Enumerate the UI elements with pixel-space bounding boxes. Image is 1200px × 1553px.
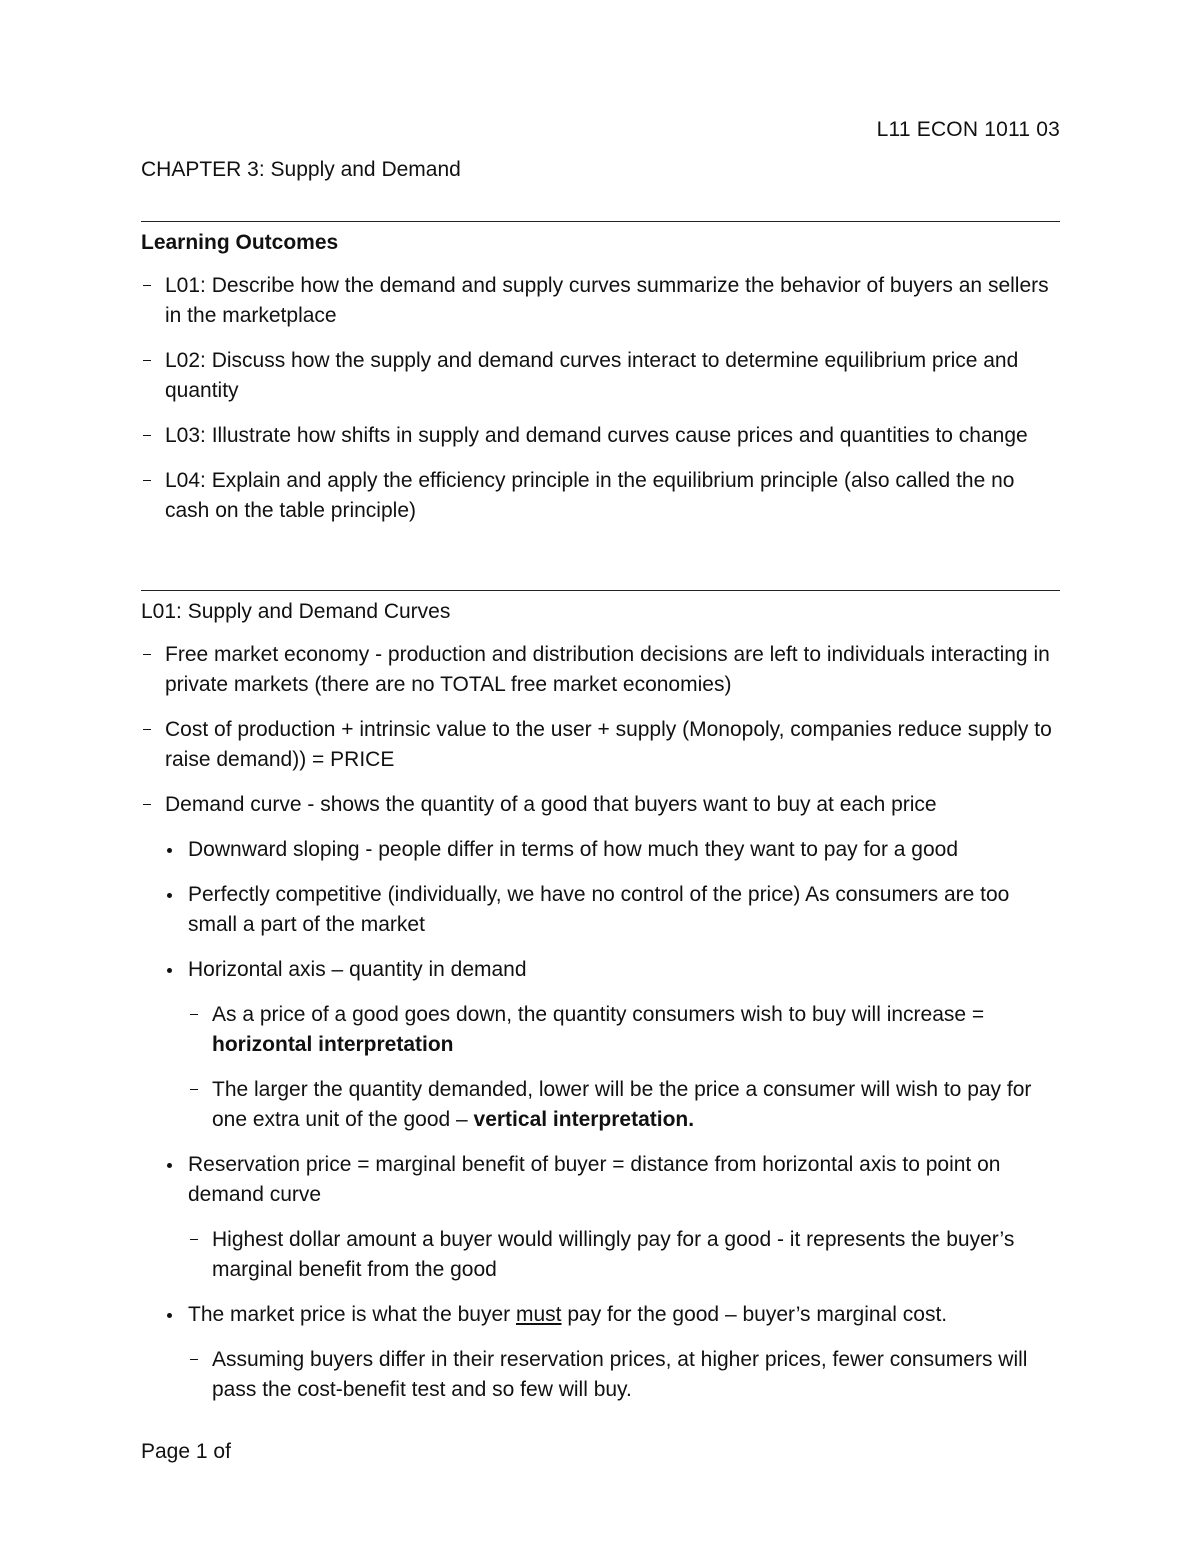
list-item (141, 640, 1061, 700)
section-heading: L01: Supply and Demand Curves (141, 600, 451, 623)
divider-middle (141, 590, 1060, 591)
supply-demand-section (141, 599, 1061, 1405)
market-price-text-end: pay for the good – buyer’s marginal cost. (561, 1303, 948, 1326)
outcome-l04-text: L04: Explain and apply the efficiency principle in the equilibrium principle (also called the no cash on the table principle) (165, 469, 1015, 522)
outcome-l01-text: L01: Describe how the demand and supply curves summarize the behavior of buyers an sellers in the marketplace (165, 274, 1049, 327)
learning-outcomes-heading: Learning Outcomes (141, 231, 339, 254)
list-item (141, 1225, 1061, 1285)
learning-outcomes-section (141, 230, 1061, 526)
list-item (141, 955, 1061, 985)
list-item (141, 880, 1061, 940)
list-item (141, 1300, 1061, 1330)
reservation-price-text: Reservation price = marginal benefit of buyer = distance from horizontal axis to point on demand curve (188, 1153, 1001, 1206)
outcome-l02-text: L02: Discuss how the supply and demand curves interact to determine equilibrium price and quantity (165, 349, 1019, 402)
list-item (141, 466, 1061, 526)
horizontal-interpretation-text: As a price of a good goes down, the quantity consumers wish to buy will increase = (212, 1003, 985, 1026)
horizontal-axis-text: Horizontal axis – quantity in demand (188, 958, 527, 981)
vertical-interpretation-bold: vertical interpretation. (473, 1108, 695, 1131)
perfectly-competitive-text: Perfectly competitive (individually, we have no control of the price) As consumers are too small a part of the market (188, 883, 1010, 936)
list-item (141, 271, 1061, 331)
list-item (141, 790, 1061, 820)
list-item (141, 1150, 1061, 1210)
assuming-buyers-text: Assuming buyers differ in their reservation prices, at higher prices, fewer consumers will pass the cost-benefit test and so few will buy. (212, 1348, 1028, 1401)
notes-list (141, 640, 1061, 1405)
list-item (141, 715, 1061, 775)
divider-top (141, 221, 1060, 222)
outcome-l03-text: L03: Illustrate how shifts in supply and demand curves cause prices and quantities to change (165, 424, 1028, 447)
page-number: Page 1 of (141, 1440, 231, 1463)
highest-dollar-text: Highest dollar amount a buyer would willingly pay for a good - it represents the buyer’s marginal benefit from the good (212, 1228, 1015, 1281)
list-item (141, 421, 1061, 451)
free-market-text: Free market economy - production and distribution decisions are left to individuals interacting in private markets (there are no TOTAL free market economies) (165, 643, 1050, 696)
cost-price-text: Cost of production + intrinsic value to the user + supply (Monopoly, companies reduce supply to raise demand)) = PRICE (165, 718, 1052, 771)
market-price-text: The market price is what the buyer (188, 1303, 516, 1326)
downward-sloping-text: Downward sloping - people differ in terms of how much they want to pay for a good (188, 838, 959, 861)
market-price-underlined: must (515, 1303, 562, 1326)
list-item (141, 346, 1061, 406)
chapter-title: CHAPTER 3: Supply and Demand (141, 158, 461, 181)
demand-curve-text: Demand curve - shows the quantity of a good that buyers want to buy at each price (165, 793, 937, 816)
list-item (141, 1345, 1061, 1405)
list-item (141, 1075, 1061, 1135)
course-code: L11 ECON 1011 03 (876, 118, 1060, 141)
list-item (141, 1000, 1061, 1060)
list-item (141, 835, 1061, 865)
horizontal-interpretation-bold: horizontal interpretation (212, 1033, 454, 1056)
vertical-interpretation-text: The larger the quantity demanded, lower will be the price a consumer will wish to pay for one extra unit of the good – (212, 1078, 1032, 1131)
learning-outcomes-list (141, 271, 1061, 526)
